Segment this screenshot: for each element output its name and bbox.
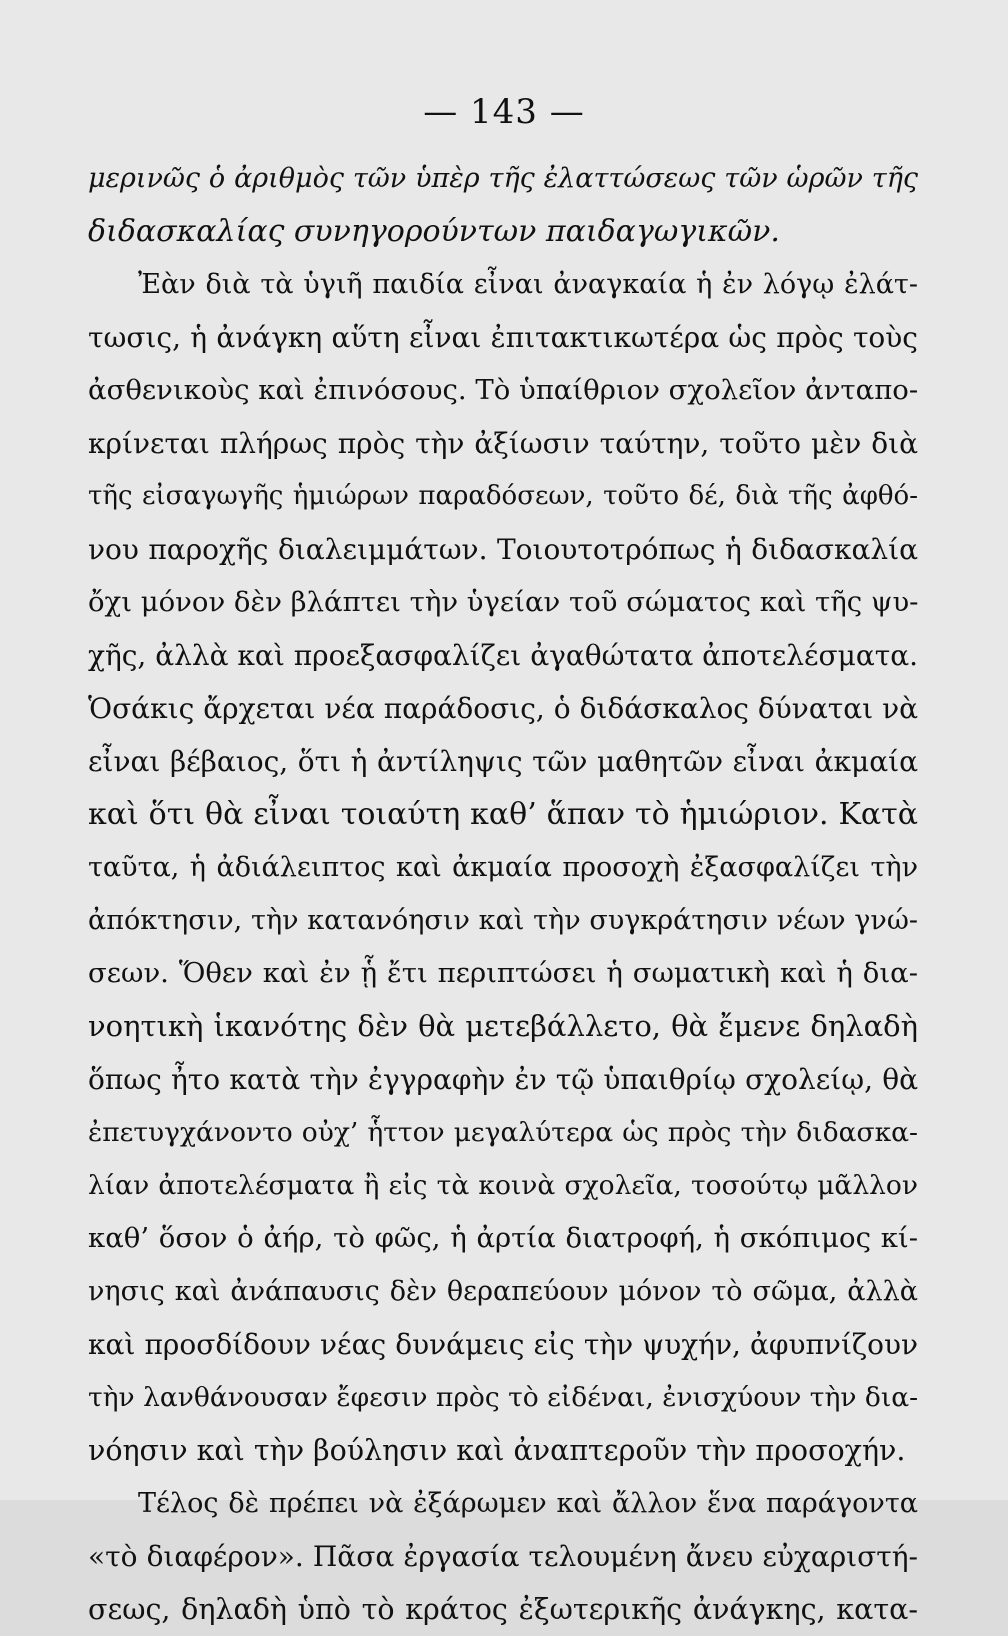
- text-line: τὴν λανθάνουσαν ἔφεσιν πρὸς τὸ εἰδέναι, ἐνισχύουν τὴν δια-: [88, 1382, 918, 1413]
- text-line: ἀπόκτησιν, τὴν κατανόησιν καὶ τὴν συγκράτησιν νέων γνώ-: [88, 905, 918, 936]
- text-line: «τὸ διαφέρον». Πᾶσα ἐργασία τελουμένη ἄνευ εὐχαριστή-: [88, 1540, 918, 1573]
- text-line: Ἐὰν διὰ τὰ ὑγιῆ παιδία εἶναι ἀναγκαία ἡ ἐν λόγῳ ἐλάτ-: [138, 269, 918, 300]
- text-line: Ὁσάκις ἄρχεται νέα παράδοσις, ὁ διδάσκαλος δύναται νὰ: [88, 692, 918, 725]
- body-text: [88, 152, 918, 1636]
- text-line: χῆς, ἀλλὰ καὶ προεξασφαλίζει ἀγαθώτατα ἀποτελέσματα.: [88, 639, 918, 672]
- text-line: τῆς εἰσαγωγῆς ἡμιώρων παραδόσεων, τοῦτο δέ, διὰ τῆς ἀφθό-: [88, 481, 918, 511]
- text-line: Τέλος δὲ πρέπει νὰ ἐξάρωμεν καὶ ἄλλον ἕνα παράγοντα: [138, 1488, 918, 1519]
- text-line: νόησιν καὶ τὴν βούλησιν καὶ ἀναπτεροῦν τὴν προσοχήν.: [88, 1434, 906, 1467]
- text-line: μερινῶς ὁ ἀριθμὸς τῶν ὑπὲρ τῆς ἐλαττώσεως τῶν ὡρῶν τῆς: [88, 163, 918, 194]
- text-line: τωσις, ἡ ἀνάγκη αὕτη εἶναι ἐπιτακτικωτέρα ὡς πρὸς τοὺς: [88, 321, 918, 354]
- text-line: νησις καὶ ἀνάπαυσις δὲν θεραπεύουν μόνον τὸ σῶμα, ἀλλὰ: [88, 1276, 918, 1307]
- text-line: σεως, δηλαδὴ ὑπὸ τὸ κράτος ἐξωτερικῆς ἀνάγκης, κατα-: [88, 1593, 918, 1626]
- text-line: ἀσθενικοὺς καὶ ἐπινόσους. Τὸ ὑπαίθριον σχολεῖον ἀνταπο-: [88, 374, 918, 406]
- text-line: ἐπετυγχάνοντο οὐχ’ ἧττον μεγαλύτερα ὡς πρὸς τὴν διδασκα-: [88, 1117, 918, 1148]
- page-number: — 143 —: [423, 92, 585, 132]
- text-line: ταῦτα, ἡ ἀδιάλειπτος καὶ ἀκμαία προσοχὴ ἐξασφαλίζει τὴν: [88, 852, 918, 883]
- text-line: λίαν ἀποτελέσματα ἢ εἰς τὰ κοινὰ σχολεῖα, τοσούτῳ μᾶλλον: [88, 1170, 918, 1201]
- text-line: εἶναι βέβαιος, ὅτι ἡ ἀντίληψις τῶν μαθητῶν εἶναι ἀκμαία: [88, 745, 918, 778]
- text-line: σεων. Ὅθεν καὶ ἐν ᾗ ἔτι περιπτώσει ἡ σωματικὴ καὶ ἡ δια-: [88, 957, 918, 989]
- text-line: καὶ προσδίδουν νέας δυνάμεις εἰς τὴν ψυχήν, ἀφυπνίζουν: [88, 1328, 918, 1361]
- text-line: καὶ ὅτι θὰ εἶναι τοιαύτη καθ’ ἅπαν τὸ ἡμιώριον. Κατὰ: [88, 797, 918, 832]
- text-line: νοητικὴ ἱκανότης δὲν θὰ μετεβάλλετο, θὰ ἔμενε δηλαδὴ: [88, 1009, 918, 1043]
- text-line: νου παροχῆς διαλειμμάτων. Τοιουτοτρόπως ἡ διδασκαλία: [88, 533, 918, 566]
- text-line: καθ’ ὅσον ὁ ἀήρ, τὸ φῶς, ἡ ἀρτία διατροφή, ἡ σκόπιμος κί-: [88, 1222, 918, 1254]
- text-line: κρίνεται πλήρως πρὸς τὴν ἀξίωσιν ταύτην, τοῦτο μὲν διὰ: [88, 427, 918, 460]
- text-line: διδασκαλίας συνηγορούντων παιδαγωγικῶν.: [88, 214, 780, 249]
- text-line: ὄχι μόνον δὲν βλάπτει τὴν ὑγείαν τοῦ σώματος καὶ τῆς ψυ-: [88, 586, 918, 618]
- text-line: ὅπως ἦτο κατὰ τὴν ἐγγραφὴν ἐν τῷ ὑπαιθρίῳ σχολείῳ, θὰ: [88, 1063, 918, 1096]
